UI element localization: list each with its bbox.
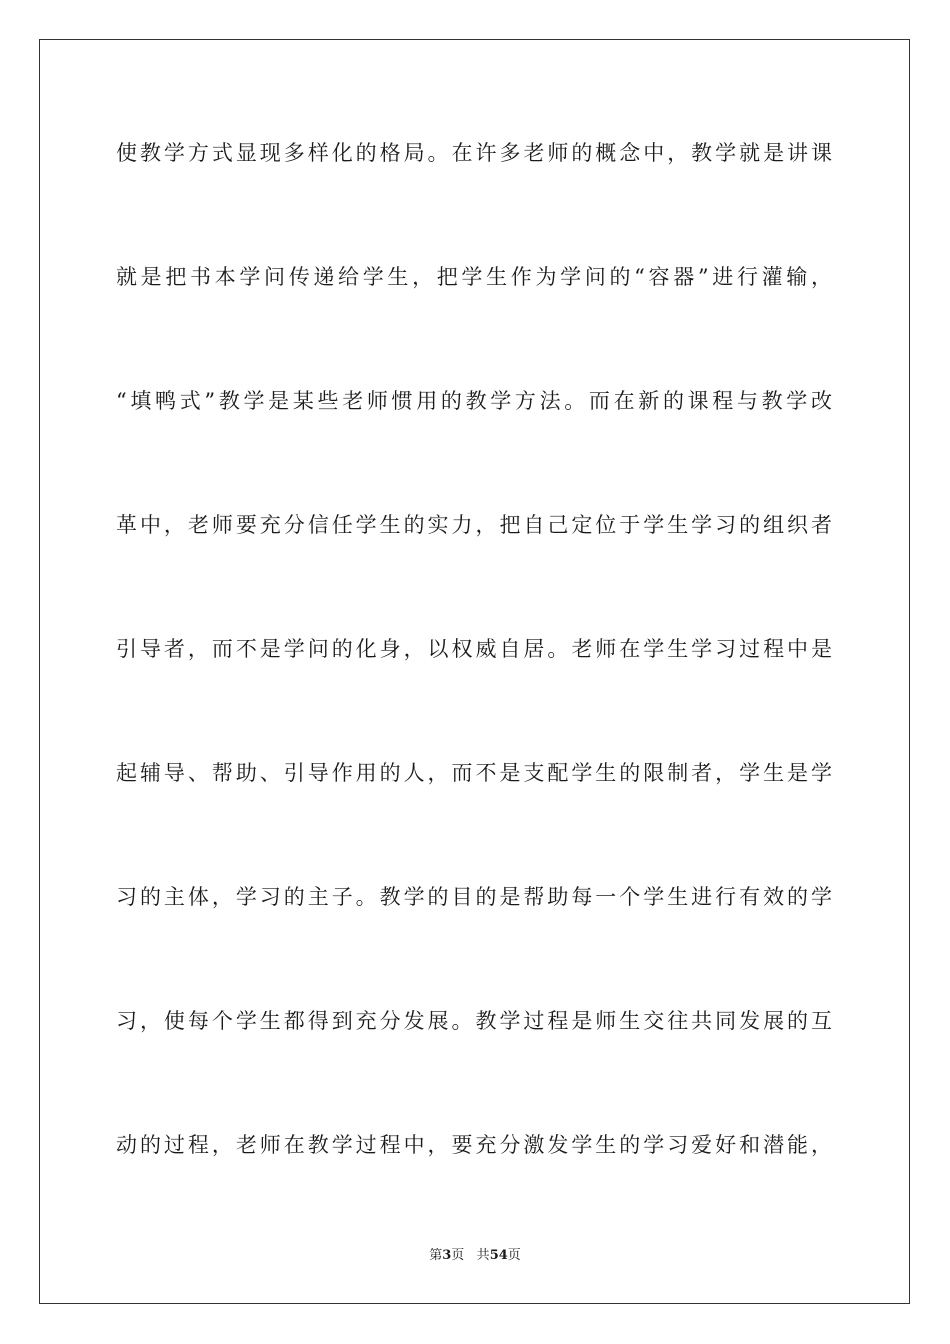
page-number: 3 — [442, 1248, 452, 1263]
paragraph-line: 动的过程，老师在教学过程中，要充分激发学生的学习爱好和潜能， — [116, 1133, 832, 1157]
paragraph-line: 就是把书本学问传递给学生，把学生作为学问的“容器”进行灌输， — [116, 265, 832, 289]
paragraph-line: 习的主体，学习的主子。教学的目的是帮助每一个学生进行有效的学 — [116, 885, 832, 909]
footer-separator — [464, 1248, 476, 1263]
paragraph-line: 引导者，而不是学问的化身，以权威自居。老师在学生学习过程中是 — [116, 637, 832, 661]
total-pages: 54 — [489, 1248, 508, 1263]
paragraph-line: 使教学方式显现多样化的格局。在许多老师的概念中，教学就是讲课 — [116, 141, 832, 165]
paragraph-line: 习，使每个学生都得到充分发展。教学过程是师生交往共同发展的互 — [116, 1009, 832, 1033]
page-footer — [0, 1247, 950, 1265]
page-suffix: 页 — [451, 1248, 465, 1263]
total-suffix: 页 — [507, 1248, 521, 1263]
page-prefix: 第 — [429, 1248, 443, 1263]
paragraph-line: “填鸭式”教学是某些老师惯用的教学方法。而在新的课程与教学改 — [116, 389, 832, 413]
page-border — [39, 39, 910, 1304]
paragraph-line: 革中，老师要充分信任学生的实力，把自己定位于学生学习的组织者 — [116, 513, 832, 537]
total-prefix: 共 — [476, 1248, 490, 1263]
paragraph-line: 起辅导、帮助、引导作用的人，而不是支配学生的限制者，学生是学 — [116, 761, 832, 785]
